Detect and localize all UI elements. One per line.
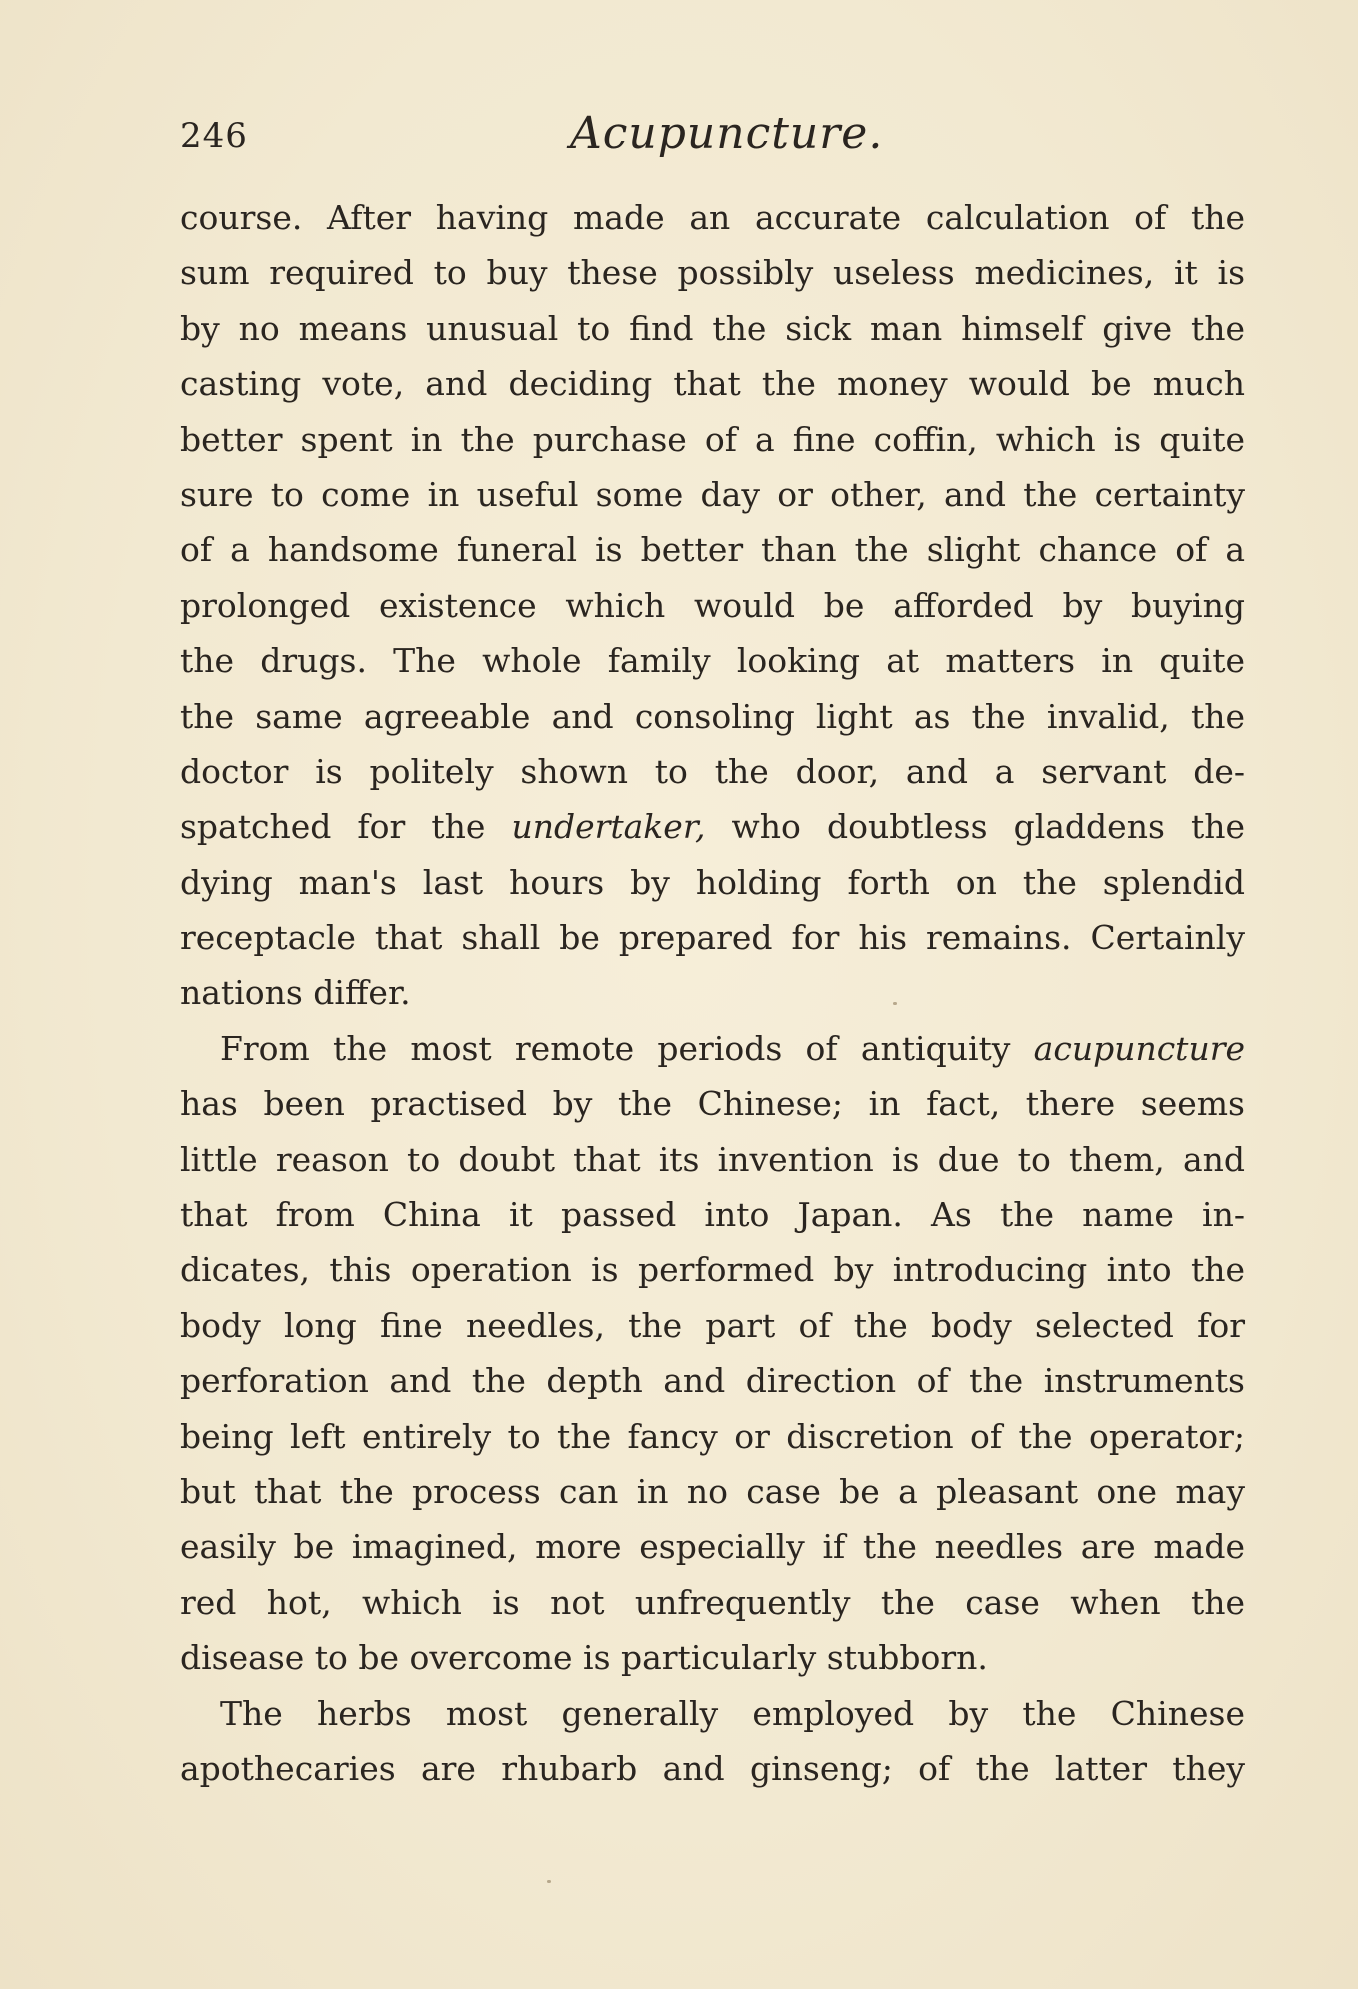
text-line: has been practised by the Chinese; in fact, there seems: [180, 1084, 1245, 1124]
text-line: sum required to buy these possibly useless medicines, it is: [180, 253, 1245, 293]
text-line-with-italic: [180, 1021, 1245, 1076]
text-line: receptacle that shall be prepared for his remains. Certainly: [180, 918, 1245, 958]
text-line: course. After having made an accurate calculation of the: [180, 198, 1245, 237]
text-line: little reason to doubt that its invention is due to them, and: [180, 1139, 1245, 1179]
text-line: perforation and the depth and direction of the instruments: [180, 1361, 1245, 1401]
page-header: [180, 108, 1240, 168]
text-line: sure to come in useful some day or other, and the certainty: [180, 474, 1245, 514]
text-line: that from China it passed into Japan. As the name in-: [180, 1195, 1245, 1235]
page-number: 246: [180, 116, 248, 156]
text-line: nations differ.: [180, 973, 411, 1013]
italic-word: acupuncture: [1033, 1028, 1245, 1068]
text-line: red hot, which is not unfrequently the case when the: [180, 1582, 1245, 1622]
italic-word: undertaker,: [511, 807, 706, 847]
text-line: casting vote, and deciding that the money would be much: [180, 364, 1245, 404]
running-title: Acupuncture.: [570, 108, 884, 159]
paragraph-1: [180, 190, 1245, 1021]
text-line: the drugs. The whole family looking at matters in quite: [180, 641, 1245, 681]
text-line: dicates, this operation is performed by introducing into the: [180, 1250, 1245, 1290]
paragraph-3: [180, 1686, 1245, 1797]
line-text-after: who doubtless gladdens the: [705, 807, 1245, 847]
text-line: but that the process can in no case be a pleasant one may: [180, 1471, 1245, 1511]
text-line: better spent in the purchase of a fine coffin, which is quite: [180, 419, 1245, 459]
text-line-with-italic: [180, 799, 1245, 854]
paper-speck: [893, 1002, 897, 1005]
text-line: doctor is politely shown to the door, and a servant de-: [180, 751, 1245, 791]
text-line: prolonged existence which would be afforded by buying: [180, 585, 1245, 625]
text-line: by no means unusual to find the sick man himself give the: [180, 308, 1245, 348]
paper-speck: [547, 1880, 551, 1883]
line-text-before: spatched for the: [180, 807, 512, 847]
text-line: disease to be overcome is particularly stubborn.: [180, 1638, 988, 1678]
paragraph-2: [180, 1021, 1245, 1686]
text-line: being left entirely to the fancy or discretion of the operator;: [180, 1416, 1245, 1456]
text-line: the same agreeable and consoling light as the invalid, the: [180, 696, 1245, 736]
line-text-before: From the most remote periods of antiquity: [220, 1028, 1034, 1068]
text-line: The herbs most generally employed by the Chinese: [220, 1693, 1245, 1733]
text-line: dying man's last hours by holding forth on the splendid: [180, 862, 1245, 902]
text-line: of a handsome funeral is better than the slight chance of a: [180, 530, 1245, 570]
text-line: body long fine needles, the part of the body selected for: [180, 1305, 1245, 1345]
text-line: easily be imagined, more especially if the needles are made: [180, 1527, 1245, 1567]
text-line: apothecaries are rhubarb and ginseng; of the latter they: [180, 1748, 1245, 1788]
body-text: [180, 190, 1245, 1796]
